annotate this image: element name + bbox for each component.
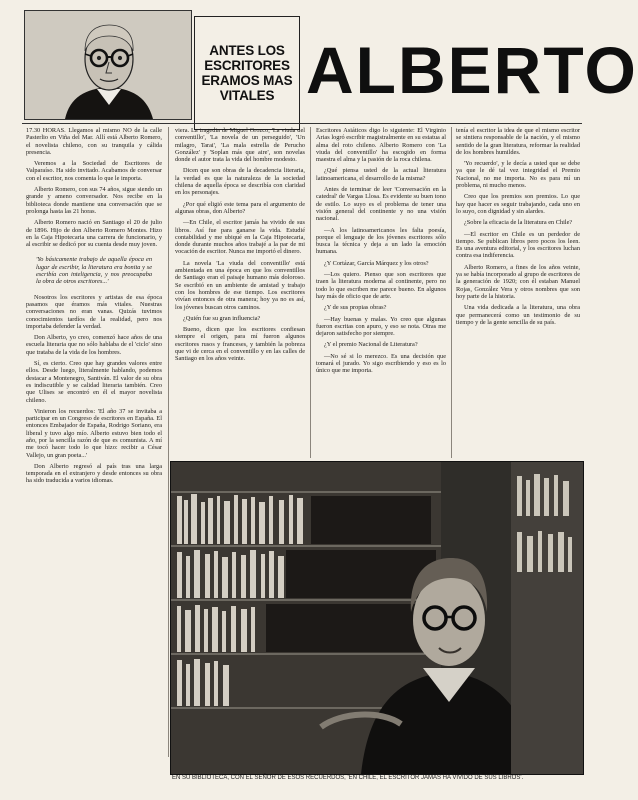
paragraph: Don Alberto regresó al país tras una larga temporada en el extranjero y desde entonces su obra ha sido traducida a varios idiomas. — [26, 462, 162, 485]
paragraph: tenía el escritor la idea de que el mismo escritor se sintiera responsable de la nación, y el mismo sentido de la gran literatura, reformar la realidad de los hombres humildes. — [456, 127, 580, 156]
pull-quote: 'Yo básicamente trabajo de aquella época en lugar de escribir, la literatura era bonita y se escribía con inteligencia, y nos preocupaba la obra de otros escritores...' — [36, 256, 152, 286]
paragraph: Alberto Romero, con sus 74 años, sigue siendo un grande y ameno conversador. Nos recibe en la biblioteca donde mantiene una conversación que se prolonga hasta las 21 horas. — [26, 186, 162, 215]
paragraph: Bueno, dicen que los escritores confiesan siempre el origen, para mí fueron algunos escritores rusos y franceses, y también la pobreza que vi de cerca en el conventillo y en las calles de Santiago en los años veinte. — [175, 326, 305, 363]
question: ¿Y Cortázar, García Márquez y los otros? — [324, 259, 429, 267]
paragraph: —No sé si lo merezco. Es una decisión que tomará el jurado. Yo sigo escribiendo y eso es lo único que me importa. — [316, 352, 446, 375]
paragraph: Una vida dedicada a la literatura, una obra que permanecerá como un testimonio de su tiempo y de la gente sencilla de su país. — [456, 304, 580, 326]
paragraph: Alberto Romero nació en Santiago el 20 de julio de 1896. Hijo de don Alberto Romero Montes. Hizo en la Caja Hipotecaria una carrera de funcionario, y al escribir se dedicó por su cuenta desde muy joven. — [26, 219, 162, 249]
article-column-3 — [316, 127, 446, 458]
article-title-name: ALBERTO — [306, 33, 638, 107]
library-photo — [170, 461, 584, 775]
paragraph: —Los quiero. Pienso que son escritores que traen la literatura moderna al continente, pero no todo lo que escriben me parece bueno. En algunos hay más de oficio que de arte. — [316, 271, 446, 300]
library-photo-illustration — [171, 462, 583, 774]
header-divider — [22, 123, 582, 124]
paragraph: Don Alberto, yo creo, comenzó hace años de una escuela literaria que no sólo hablaba de el 'ciclo' sino que trataba de la vida de los hombres. — [26, 334, 162, 356]
portrait-illustration — [25, 11, 191, 119]
paragraph: viera. La tragedia de Miguel Orozco, 'La viuda del conventillo', 'La novela de un perseguido', 'Un milagro, Tarai', 'La mala estrella de Perucho González' y 'Soplan más que aire', son novelas donde el autor trata la vida del hombre modesto. — [175, 127, 305, 164]
photo-caption: EN SU BIBLIOTECA, CON EL SEÑOR DE ESOS RECUERDOS, 'EN CHILE, EL ESCRITOR JAMÁS HA VIVIDO DE SUS LIBROS'. — [172, 775, 524, 781]
paragraph: 17.30 HORAS. Llegamos al mismo NO de la calle Pasterlio en Viña del Mar. Allí está Alberto Romero, el novelista chileno, con su tranquila y cálida presencia. — [26, 127, 162, 156]
paragraph: —Hay buenas y malas. Yo creo que algunas fueron escritas con apuro, y eso se nota. Otras me dejaron satisfecho por siempre. — [316, 315, 446, 338]
headline-box — [194, 16, 300, 130]
headline-line-3: ERAMOS MAS — [201, 73, 293, 88]
paragraph: —El escritor en Chile es un perdedor de tiempo. Se publican libros pero pocos los leen. Es una aventura editorial, y los escritores luchan contra esa indiferencia. — [456, 230, 580, 260]
paragraph: Dicen que son obras de la decadencia literaria, la verdad es que la naturaleza de la sociedad chilena de aquella época se describía con claridad en los personajes. — [175, 167, 305, 197]
paragraph: La novela 'La viuda del conventillo' está ambientada en una época en que los conventillos de Santiago eran el paisaje humano más doloroso. Se escribió en un ambiente de amistad y trabajo con los hombres de ese tiempo. Los escritores vivían entonces de otra manera; hoy ya no es así, los jóvenes buscan otros caminos. — [175, 259, 305, 311]
paragraph: Veremos a la Sociedad de Escritores de Valparaíso. Ha sido invitado. Acabamos de conversar con el escritor, nos comenta lo que le importa. — [26, 160, 162, 182]
question: ¿Y el premio Nacional de Literatura? — [324, 341, 418, 349]
column-divider — [451, 127, 452, 458]
article-column-2 — [175, 127, 305, 458]
paragraph: Sí, es cierto. Creo que hay grandes valores entre ellos. Desde luego, literalmente hablando, podemos destacar a Montenegro, Santiván. El valor de su obra es indiscutible y se calidad literaria también. Creo que Ulises se encontró en él el mayor novelista chileno. — [26, 360, 162, 404]
headline-line-1: ANTES LOS — [209, 43, 285, 58]
question: ¿Sobre la eficacia de la literatura en Chile? — [464, 219, 573, 227]
question: ¿Y de sus propias obras? — [324, 304, 387, 312]
paragraph: Vinieron los recuerdos: 'El año 37 se invitaba a participar en un Congreso de escritores en España. El entonces Embajador de España, Rodrigo Soriano, era liberal y tuvo algo mío. Alberto estuvo bien todo el año, por la sencilla razón de que es comunista. A mí me tocó hacer todo lo que hizo: recibir a César Vallejo, un gran poeta...' — [26, 407, 162, 459]
paragraph: Escritores Asiáticos digo lo siguiente: El Virginio Arias logró escribir magistralmente en su estatua al alma del roto chileno. Alberto Romero con 'La viuda del conventillo' ha escogido en forma maestra el alma y la pasión de la roca chilena. — [316, 127, 446, 164]
question: ¿Qué piensa usted de la actual literatura latinoamericana, el desarrollo de la misma? — [316, 167, 446, 182]
paragraph: —En Chile, el escritor jamás ha vivido de sus libros. Así fue para ganarse la vida. Estudié contabilidad y me ubiqué en la Caja Hipotecaria, donde durante muchos años trabajé a la par de mi vocación de escritor. Nunca me importó el dinero. — [175, 219, 305, 256]
question: ¿Por qué eligió este tema para el argumento de algunas obras, don Alberto? — [175, 200, 305, 215]
article-column-4 — [456, 127, 580, 458]
paragraph: —A los latinoamericanos les falta poesía, porque el lenguaje de los jóvenes escritores sólo busca la técnica y deja a un lado la emoción humana. — [316, 226, 446, 256]
article-column-1 — [26, 127, 162, 757]
headline-line-2: ESCRITORES — [204, 58, 290, 73]
headline-line-4: VITALES — [219, 88, 275, 103]
paragraph: Creo que los premios son premios. Lo que hay que hacer es seguir trabajando, cada uno en lo suyo, con dignidad y sin alardes. — [456, 193, 580, 215]
column-divider — [168, 127, 169, 757]
paragraph: Alberto Romero, a fines de los años veinte, ya se había incorporado al grupo de escritores de la generación de 1920; con él estaban Manuel Rojas, González Vera y otros nombres que son hoy parte de la historia. — [456, 263, 580, 300]
author-portrait — [24, 10, 192, 120]
question: ¿Quién fue su gran influencia? — [183, 314, 261, 322]
paragraph: 'Yo recuerdo', y le decía a usted que se debe ya que le dé tal vez integridad el Premio Nacional, no me importa. No es para mí un problema, ni mucho menos. — [456, 160, 580, 190]
column-divider — [310, 127, 311, 458]
paragraph: Nosotros los escritores y artistas de esa época pasamos que éramos más vitales. Nuestras conversaciones no eran vanas. Quizás tuvimos conocimientos tardíos de la realidad, pero nos importaba defender la verdad. — [26, 293, 162, 330]
paragraph: Antes de terminar de leer 'Conversación en la catedral' de Vargas Llosa. Es evidente su buen tono de estilo. Lo suyo es el problema de tener una visión general del continente y no una visión nacional. — [316, 186, 446, 223]
